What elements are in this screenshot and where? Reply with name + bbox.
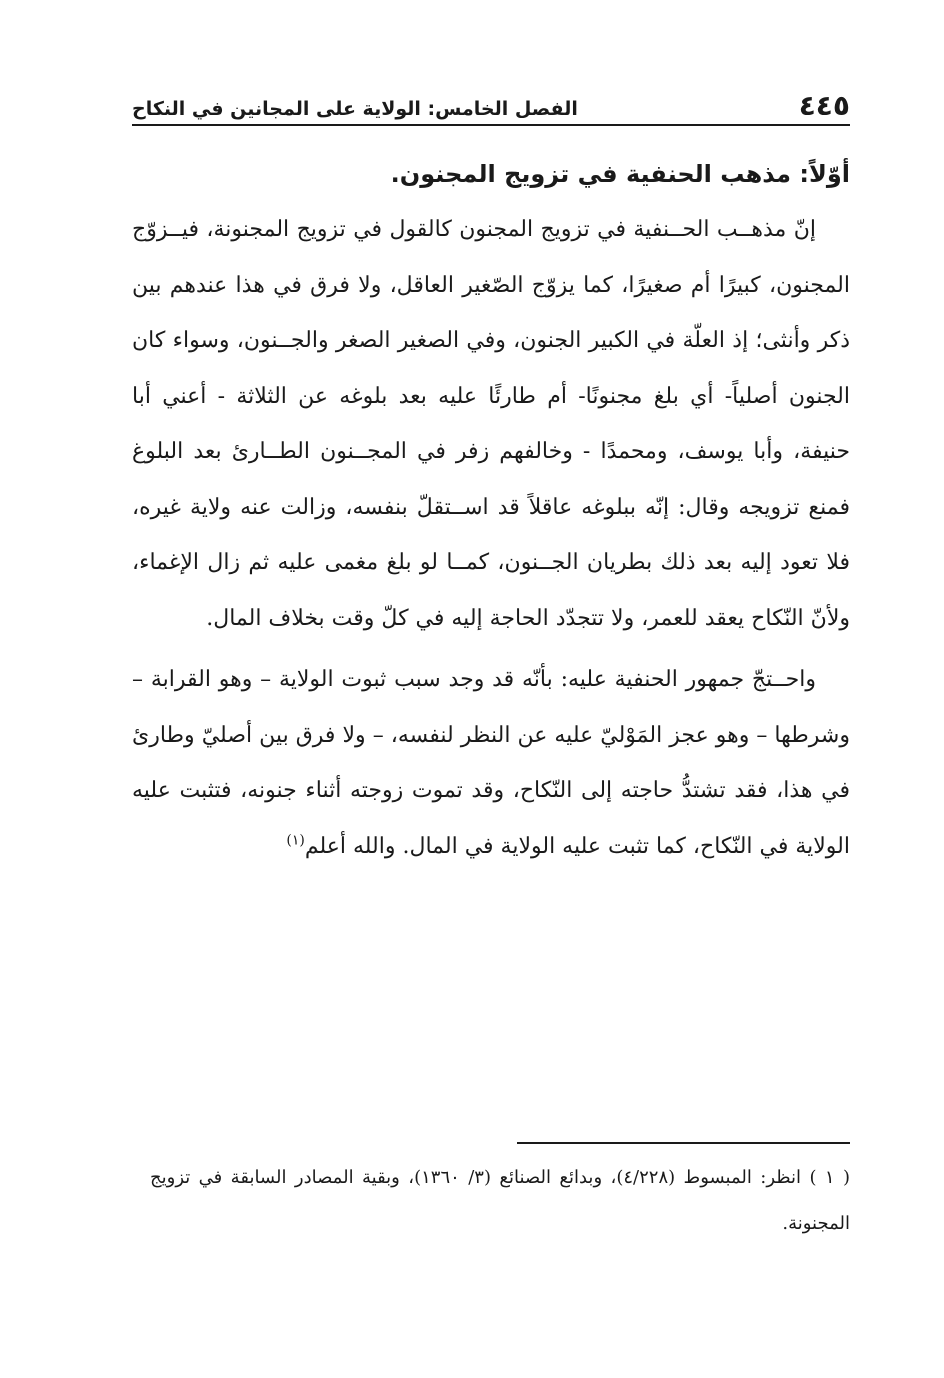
footnotes bbox=[150, 1155, 850, 1247]
footnote-1: ( ١ ) انظر: المبسوط (٤/٢٢٨)، وبدائع الصنائع (٣/ ١٣٦٠)، وبقية المصادر السابقة في تزويج المجنونة. bbox=[150, 1167, 851, 1234]
footnote-rule bbox=[517, 1142, 850, 1144]
footnote-reference[interactable]: (١) bbox=[286, 832, 305, 849]
section-heading: أوّلاً: مذهب الحنفية في تزويج المجنون. bbox=[390, 160, 850, 188]
running-title: الفصل الخامس: الولاية على المجانين في النكاح bbox=[132, 98, 578, 120]
page-number: ٤٤٥ bbox=[798, 89, 850, 122]
paragraph-2-text: واحــتجّ جمهور الحنفية عليه: بأنّه قد وجد سبب ثبوت الولاية – وهو القرابة – وشرطها – وهو عجز المَوْليّ عليه عن النظر لنفسه، – ولا فرق بين أصليّ وطارئ في هذا، فقد تشتدُّ حاجته إلى النّكاح، وقد تموت زوجته أثناء جنونه، فتثبت عليه الولاية في النّكاح، كما تثبت عليه الولاية في المال. والله أعلم bbox=[132, 667, 850, 859]
paragraph-1: إنّ مذهــب الحــنفية في تزويج المجنون كالقول في تزويج المجنونة، فيــزوّج المجنون، كبيرًا أم صغيرًا، كما يزوّج الصّغير العاقل، ولا فرق في هذا عندهم بين ذكر وأنثى؛ إذ العلّة في الكبير الجنون، وفي الصغير الصغر والجــنون، وسواء كان الجنون أصلياً- أي بلغ مجنونًا- أم طارئًا عليه بعد بلوغه عن الثلاثة - أعني أبا حنيفة، وأبا يوسف، ومحمدًا - وخالفهم زفر في المجــنون الطــارئ بعد البلوغ فمنع تزويجه وقال: إنّه ببلوغه عاقلاً قد اســتقلّ بنفسه، وزالت عنه ولاية غيره، فلا تعود إليه بعد ذلك بطريان الجــنون، كمــا لو بلغ مغمى عليه ثم زال الإغماء، ولأنّ النّكاح يعقد للعمر، ولا تتجدّد الحاجة إليه في كلّ وقت بخلاف المال. bbox=[132, 217, 850, 631]
main-content bbox=[132, 146, 850, 874]
running-header bbox=[132, 84, 850, 124]
paragraph-2 bbox=[132, 652, 850, 874]
header-rule bbox=[132, 124, 850, 126]
